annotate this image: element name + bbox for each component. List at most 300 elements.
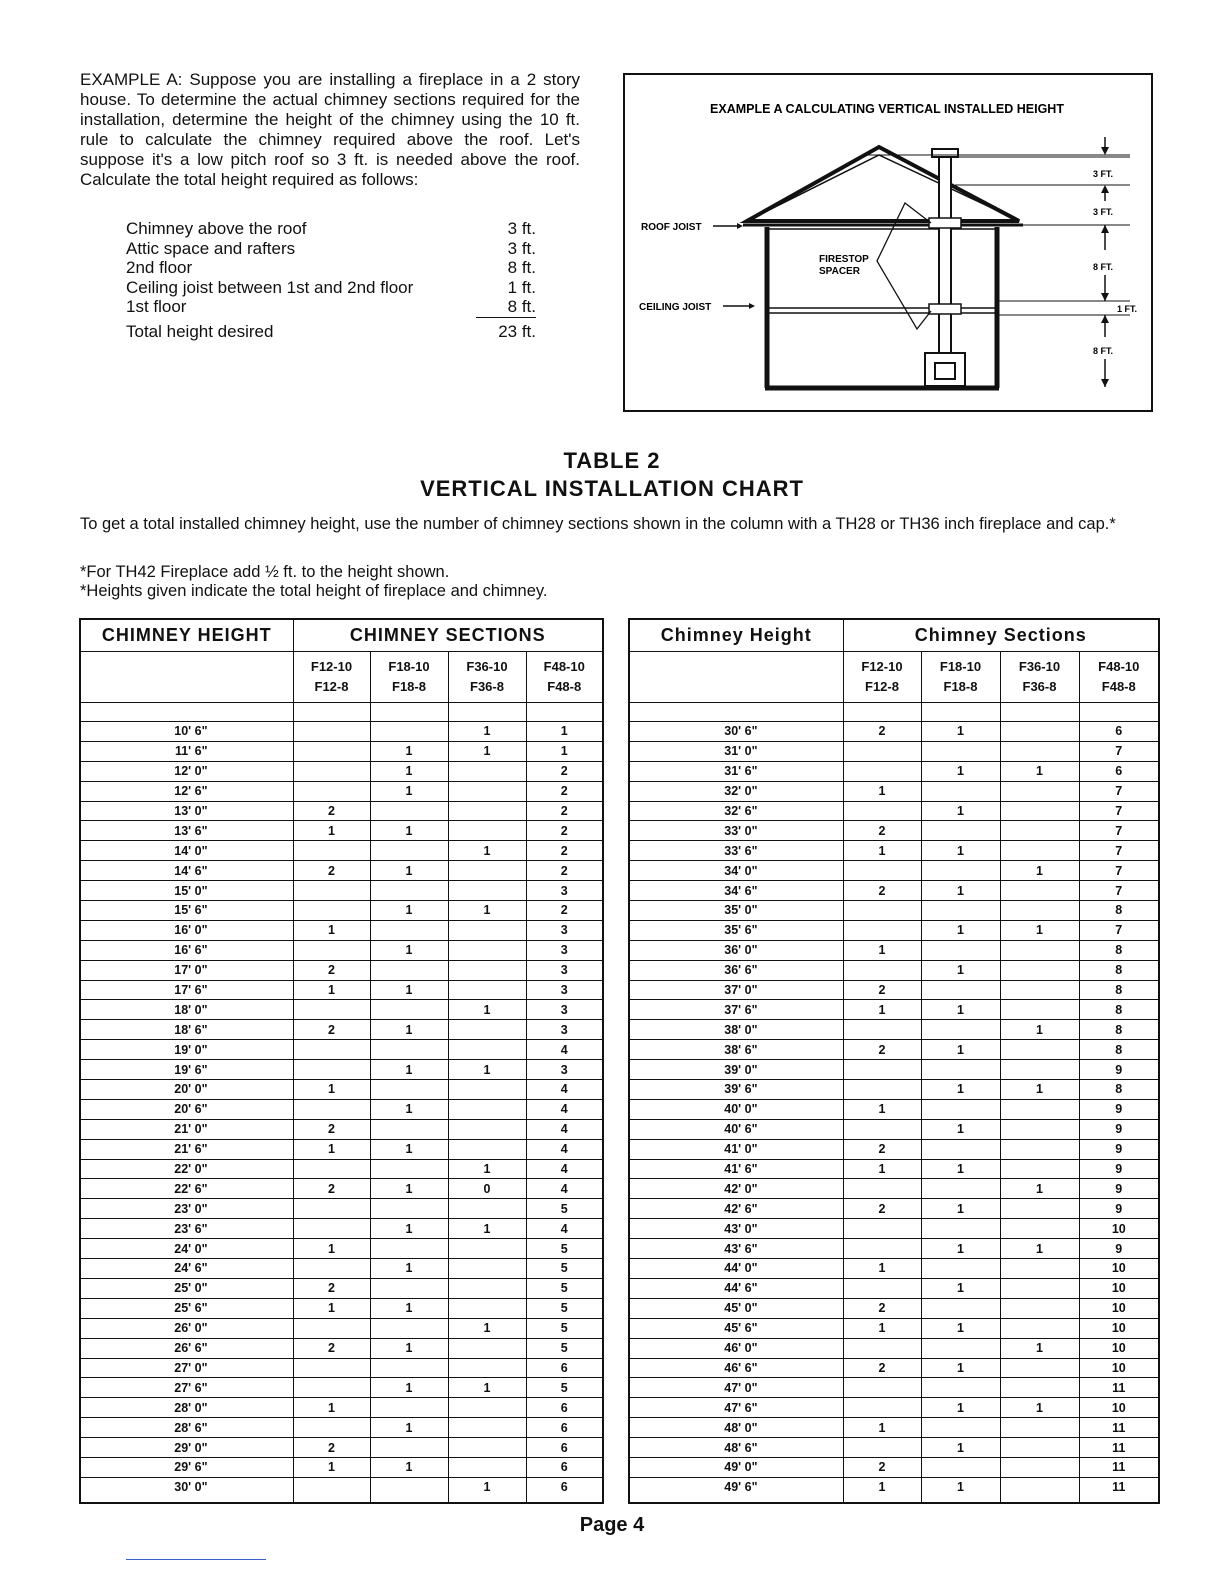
f48-cell: 5 [526, 1259, 603, 1279]
table-row [80, 761, 603, 781]
calc-label: 2nd floor [126, 258, 193, 277]
f18-cell: 1 [921, 1278, 1000, 1298]
f12-cell: 1 [843, 940, 921, 960]
f18-cell: 1 [921, 960, 1000, 980]
f36-cell [1000, 1040, 1079, 1060]
table-row [629, 1159, 1159, 1179]
header-chimney-sections: CHIMNEY SECTIONS [293, 619, 603, 652]
f18-cell: 1 [921, 1159, 1000, 1179]
chart-table-left [79, 618, 604, 1504]
f12-cell [843, 1179, 921, 1199]
height-cell: 43' 0" [629, 1219, 843, 1239]
f12-cell [293, 1418, 370, 1438]
f18-cell: 1 [370, 1060, 448, 1080]
table-row [80, 1358, 603, 1378]
f12-cell [293, 1219, 370, 1239]
f12-cell: 1 [843, 1000, 921, 1020]
table-row [629, 1457, 1159, 1477]
table-row [629, 980, 1159, 1000]
f18-cell [921, 1259, 1000, 1279]
f36-cell [448, 1338, 526, 1358]
f18-cell: 1 [370, 1139, 448, 1159]
f36-cell [1000, 1418, 1079, 1438]
table-row [629, 1219, 1159, 1239]
f18-cell [921, 1418, 1000, 1438]
f48-cell: 3 [526, 980, 603, 1000]
f48-cell: 8 [1079, 1000, 1159, 1020]
f36-cell: 1 [1000, 761, 1079, 781]
table-row [629, 1278, 1159, 1298]
f48-cell: 10 [1079, 1358, 1159, 1378]
f36-cell: 1 [448, 1219, 526, 1239]
f36-cell: 1 [1000, 1179, 1079, 1199]
f48-cell: 3 [526, 940, 603, 960]
f48-cell: 6 [526, 1477, 603, 1503]
f12-cell [293, 1060, 370, 1080]
f36-cell: 1 [448, 1000, 526, 1020]
f12-cell: 2 [843, 881, 921, 901]
f12-cell [293, 901, 370, 921]
height-calculation [126, 219, 536, 341]
f36-cell [1000, 1278, 1079, 1298]
f36-cell [448, 1020, 526, 1040]
height-cell: 35' 6" [629, 920, 843, 940]
f12-cell: 2 [293, 1119, 370, 1139]
f18-cell: 1 [921, 1040, 1000, 1060]
table-row [80, 741, 603, 761]
f36-cell [1000, 1159, 1079, 1179]
f36-cell [448, 1080, 526, 1100]
height-cell: 33' 0" [629, 821, 843, 841]
f18-cell: 1 [370, 741, 448, 761]
height-cell: 23' 6" [80, 1219, 293, 1239]
f48-cell: 2 [526, 761, 603, 781]
f18-cell: 1 [370, 821, 448, 841]
table-row [80, 1278, 603, 1298]
height-cell: 22' 6" [80, 1179, 293, 1199]
f18-cell: 1 [370, 1099, 448, 1119]
table-row [80, 901, 603, 921]
f18-cell [921, 1099, 1000, 1119]
height-cell: 14' 6" [80, 861, 293, 881]
f36-cell: 1 [1000, 1239, 1079, 1259]
table-row [629, 1438, 1159, 1458]
f36-cell [448, 1119, 526, 1139]
f36-cell [1000, 1438, 1079, 1458]
f36-cell [1000, 940, 1079, 960]
f36-cell [1000, 1199, 1079, 1219]
table-row [80, 1099, 603, 1119]
f36-cell: 1 [1000, 1080, 1079, 1100]
height-cell: 47' 0" [629, 1378, 843, 1398]
f48-cell: 9 [1079, 1179, 1159, 1199]
header-blank [80, 652, 293, 703]
firestop-upper [929, 218, 961, 228]
f48-cell: 4 [526, 1080, 603, 1100]
f36-cell: 1 [1000, 920, 1079, 940]
height-cell: 15' 6" [80, 901, 293, 921]
f48-cell: 6 [526, 1358, 603, 1378]
f36-cell [448, 1099, 526, 1119]
roof-outline [747, 147, 1019, 221]
f18-cell [921, 1219, 1000, 1239]
footer-rule [126, 1559, 266, 1560]
f18-cell: 1 [921, 1119, 1000, 1139]
calc-row [126, 278, 536, 298]
f36-cell [448, 881, 526, 901]
fireplace [925, 353, 965, 386]
f48-cell: 8 [1079, 1040, 1159, 1060]
height-cell: 48' 6" [629, 1438, 843, 1458]
f18-cell [921, 1338, 1000, 1358]
f48-cell: 7 [1079, 920, 1159, 940]
table-row [80, 1000, 603, 1020]
table-row [629, 861, 1159, 881]
table-row [629, 841, 1159, 861]
height-cell: 46' 6" [629, 1358, 843, 1378]
table-row [80, 940, 603, 960]
calc-row [126, 258, 536, 278]
f48-cell: 4 [526, 1139, 603, 1159]
table-row [80, 1378, 603, 1398]
height-cell: 18' 0" [80, 1000, 293, 1020]
table-row [629, 1477, 1159, 1503]
f48-cell: 7 [1079, 801, 1159, 821]
f48-cell: 10 [1079, 1398, 1159, 1418]
note-th42: *For TH42 Fireplace add ½ ft. to the height shown. [80, 563, 450, 581]
total-label: Total height desired [126, 321, 274, 341]
f12-cell [293, 722, 370, 742]
height-cell: 29' 6" [80, 1457, 293, 1477]
f36-cell: 1 [448, 1060, 526, 1080]
f12-cell [843, 801, 921, 821]
height-cell: 34' 0" [629, 861, 843, 881]
f36-cell: 1 [448, 841, 526, 861]
f36-cell [448, 1398, 526, 1418]
calc-label: 1st floor [126, 297, 187, 316]
f36-cell [1000, 741, 1079, 761]
f36-cell: 1 [1000, 1338, 1079, 1358]
note-heights: *Heights given indicate the total height of fireplace and chimney. [80, 582, 548, 600]
height-cell: 45' 0" [629, 1298, 843, 1318]
table-row [629, 1398, 1159, 1418]
f48-cell: 3 [526, 960, 603, 980]
f12-cell: 2 [843, 1457, 921, 1477]
f12-cell: 2 [293, 1179, 370, 1199]
f12-cell: 2 [293, 960, 370, 980]
f48-cell: 3 [526, 1000, 603, 1020]
calc-value: 3 ft. [507, 238, 536, 258]
f36-cell: 1 [448, 1318, 526, 1338]
f36-cell: 1 [448, 1378, 526, 1398]
calc-row [126, 297, 536, 317]
f48-cell: 11 [1079, 1418, 1159, 1438]
f36-cell [448, 940, 526, 960]
f48-cell: 2 [526, 821, 603, 841]
height-cell: 25' 0" [80, 1278, 293, 1298]
f12-cell: 1 [293, 980, 370, 1000]
table-row [629, 1418, 1159, 1438]
f12-cell: 2 [843, 1199, 921, 1219]
f36-cell [448, 1139, 526, 1159]
f36-cell [1000, 801, 1079, 821]
f48-cell: 9 [1079, 1060, 1159, 1080]
table-row [80, 861, 603, 881]
f36-cell [1000, 1358, 1079, 1378]
table-row [629, 1358, 1159, 1378]
f48-cell: 6 [526, 1457, 603, 1477]
f12-cell [293, 741, 370, 761]
col-f18: F18-10 F18-8 [370, 652, 448, 703]
f48-cell: 3 [526, 881, 603, 901]
table-row [629, 781, 1159, 801]
f36-cell [1000, 1139, 1079, 1159]
f36-cell [448, 1457, 526, 1477]
f18-cell: 1 [921, 1358, 1000, 1378]
height-cell: 38' 6" [629, 1040, 843, 1060]
f12-cell: 2 [293, 861, 370, 881]
f18-cell: 1 [370, 901, 448, 921]
calc-value: 8 ft. [507, 297, 536, 316]
chart-table-right [628, 618, 1160, 1504]
f48-cell: 10 [1079, 1278, 1159, 1298]
f36-cell: 1 [448, 741, 526, 761]
f36-cell [1000, 881, 1079, 901]
f48-cell: 7 [1079, 741, 1159, 761]
header-blank [629, 652, 843, 703]
f48-cell: 11 [1079, 1378, 1159, 1398]
height-cell: 33' 6" [629, 841, 843, 861]
height-cell: 42' 0" [629, 1179, 843, 1199]
f36-cell: 1 [448, 1159, 526, 1179]
height-cell: 32' 0" [629, 781, 843, 801]
f48-cell: 4 [526, 1099, 603, 1119]
f48-cell: 5 [526, 1318, 603, 1338]
f48-cell: 4 [526, 1040, 603, 1060]
f18-cell [921, 940, 1000, 960]
f18-cell [921, 1457, 1000, 1477]
table-row [80, 1438, 603, 1458]
dim-3ft-top: 3 FT. [1093, 169, 1114, 179]
table-row [80, 1259, 603, 1279]
f18-cell [921, 861, 1000, 881]
ceiling-joist-label: CEILING JOIST [639, 302, 712, 313]
height-cell: 31' 0" [629, 741, 843, 761]
height-cell: 17' 6" [80, 980, 293, 1000]
f36-cell [1000, 1378, 1079, 1398]
f12-cell [843, 761, 921, 781]
f12-cell [843, 960, 921, 980]
f18-cell: 1 [921, 841, 1000, 861]
example-a-diagram [623, 73, 1153, 412]
chimney-pipe [939, 151, 951, 363]
height-cell: 44' 6" [629, 1278, 843, 1298]
height-cell: 41' 6" [629, 1159, 843, 1179]
height-cell: 19' 0" [80, 1040, 293, 1060]
f12-cell: 2 [293, 1438, 370, 1458]
table-row [629, 821, 1159, 841]
height-cell: 31' 6" [629, 761, 843, 781]
example-a-text [80, 70, 580, 190]
f12-cell [293, 881, 370, 901]
table-row [629, 1119, 1159, 1139]
height-cell: 27' 0" [80, 1358, 293, 1378]
table-row [80, 781, 603, 801]
height-cell: 37' 6" [629, 1000, 843, 1020]
table-row [629, 901, 1159, 921]
height-cell: 40' 0" [629, 1099, 843, 1119]
example-a-paragraph: EXAMPLE A: Suppose you are installing a fireplace in a 2 story house. To determine the actual chimney sections required for the installation, determine the height of the chimney using the 10 ft. rule to calculate the chimney required above the roof. Let's suppose it's a low pitch roof so 3 ft. is needed above the roof. Calculate the total height required as follows: [80, 70, 580, 189]
f12-cell: 1 [293, 1080, 370, 1100]
f18-cell: 1 [921, 1000, 1000, 1020]
table-row [629, 1199, 1159, 1219]
height-cell: 46' 0" [629, 1338, 843, 1358]
height-cell: 39' 0" [629, 1060, 843, 1080]
col-f36: F36-10 F36-8 [448, 652, 526, 703]
f18-cell [921, 980, 1000, 1000]
f12-cell [293, 1477, 370, 1503]
f36-cell: 1 [448, 1477, 526, 1503]
f12-cell: 2 [293, 1020, 370, 1040]
f36-cell [1000, 1099, 1079, 1119]
col-f48: F48-10 F48-8 [526, 652, 603, 703]
f48-cell: 6 [526, 1438, 603, 1458]
f36-cell [1000, 1219, 1079, 1239]
f48-cell: 8 [1079, 960, 1159, 980]
table-intro: To get a total installed chimney height, use the number of chimney sections shown in the column with a TH28 or TH36 inch fireplace and cap.* [80, 515, 1116, 533]
f48-cell: 7 [1079, 781, 1159, 801]
f18-cell [921, 781, 1000, 801]
f48-cell: 10 [1079, 1338, 1159, 1358]
table-row [80, 1338, 603, 1358]
f12-cell: 2 [293, 1338, 370, 1358]
f48-cell: 7 [1079, 881, 1159, 901]
f48-cell: 1 [526, 722, 603, 742]
f36-cell [448, 1259, 526, 1279]
f18-cell [370, 1398, 448, 1418]
f18-cell: 1 [921, 1477, 1000, 1503]
table-row [80, 1040, 603, 1060]
height-cell: 15' 0" [80, 881, 293, 901]
f18-cell [370, 1119, 448, 1139]
f36-cell [448, 1278, 526, 1298]
height-cell: 45' 6" [629, 1318, 843, 1338]
f18-cell [921, 1139, 1000, 1159]
f48-cell: 4 [526, 1119, 603, 1139]
f48-cell: 10 [1079, 1318, 1159, 1338]
f18-cell: 1 [921, 722, 1000, 742]
firestop-label-2: SPACER [819, 266, 860, 277]
table-row [629, 1179, 1159, 1199]
f48-cell: 8 [1079, 980, 1159, 1000]
f36-cell [448, 920, 526, 940]
height-cell: 36' 6" [629, 960, 843, 980]
f36-cell: 1 [1000, 1398, 1079, 1418]
f12-cell: 1 [293, 821, 370, 841]
table-row [629, 1259, 1159, 1279]
height-cell: 48' 0" [629, 1418, 843, 1438]
f12-cell: 1 [843, 1418, 921, 1438]
table-row [80, 1060, 603, 1080]
col-f36: F36-10 F36-8 [1000, 652, 1079, 703]
height-cell: 29' 0" [80, 1438, 293, 1458]
height-cell: 16' 0" [80, 920, 293, 940]
f18-cell [921, 821, 1000, 841]
f18-cell [370, 1239, 448, 1259]
f48-cell: 5 [526, 1278, 603, 1298]
table-row [80, 1398, 603, 1418]
height-cell: 38' 0" [629, 1020, 843, 1040]
table-row [80, 722, 603, 742]
f18-cell [921, 1020, 1000, 1040]
table-row [629, 1099, 1159, 1119]
f12-cell: 2 [843, 821, 921, 841]
f18-cell [921, 901, 1000, 921]
f48-cell: 3 [526, 1020, 603, 1040]
height-cell: 43' 6" [629, 1239, 843, 1259]
f12-cell: 1 [843, 1259, 921, 1279]
f18-cell [921, 1060, 1000, 1080]
dim-8ft-second: 8 FT. [1093, 262, 1114, 272]
f12-cell [843, 1080, 921, 1100]
f36-cell [1000, 722, 1079, 742]
f48-cell: 8 [1079, 901, 1159, 921]
f48-cell: 5 [526, 1199, 603, 1219]
f48-cell: 2 [526, 861, 603, 881]
f48-cell: 9 [1079, 1239, 1159, 1259]
height-cell: 12' 0" [80, 761, 293, 781]
f36-cell [448, 960, 526, 980]
height-cell: 26' 0" [80, 1318, 293, 1338]
page-number: Page 4 [579, 1514, 645, 1536]
f12-cell [293, 1159, 370, 1179]
f18-cell: 1 [921, 920, 1000, 940]
f18-cell: 1 [921, 1199, 1000, 1219]
table-row [80, 841, 603, 861]
f12-cell: 2 [843, 1139, 921, 1159]
col-f12: F12-10 F12-8 [843, 652, 921, 703]
table-number: TABLE 2 [563, 448, 661, 473]
f36-cell [1000, 1000, 1079, 1020]
height-cell: 21' 0" [80, 1119, 293, 1139]
f36-cell [1000, 980, 1079, 1000]
table-row [629, 920, 1159, 940]
f12-cell [293, 1318, 370, 1338]
spacer-row [80, 703, 603, 722]
f18-cell [370, 920, 448, 940]
firestop-label-1: FIRESTOP [819, 254, 869, 265]
f48-cell: 10 [1079, 1219, 1159, 1239]
table-row [80, 1159, 603, 1179]
height-cell: 28' 6" [80, 1418, 293, 1438]
table-row [80, 1418, 603, 1438]
f48-cell: 9 [1079, 1099, 1159, 1119]
f18-cell [370, 881, 448, 901]
f48-cell: 6 [526, 1398, 603, 1418]
table-row [80, 1119, 603, 1139]
table-row [80, 1139, 603, 1159]
height-cell: 39' 6" [629, 1080, 843, 1100]
col-f48: F48-10 F48-8 [1079, 652, 1159, 703]
f18-cell: 1 [921, 801, 1000, 821]
f36-cell [1000, 821, 1079, 841]
f48-cell: 8 [1079, 940, 1159, 960]
f12-cell: 1 [293, 1139, 370, 1159]
f12-cell: 2 [843, 1358, 921, 1378]
f36-cell [448, 980, 526, 1000]
f18-cell: 1 [370, 861, 448, 881]
f12-cell [293, 841, 370, 861]
